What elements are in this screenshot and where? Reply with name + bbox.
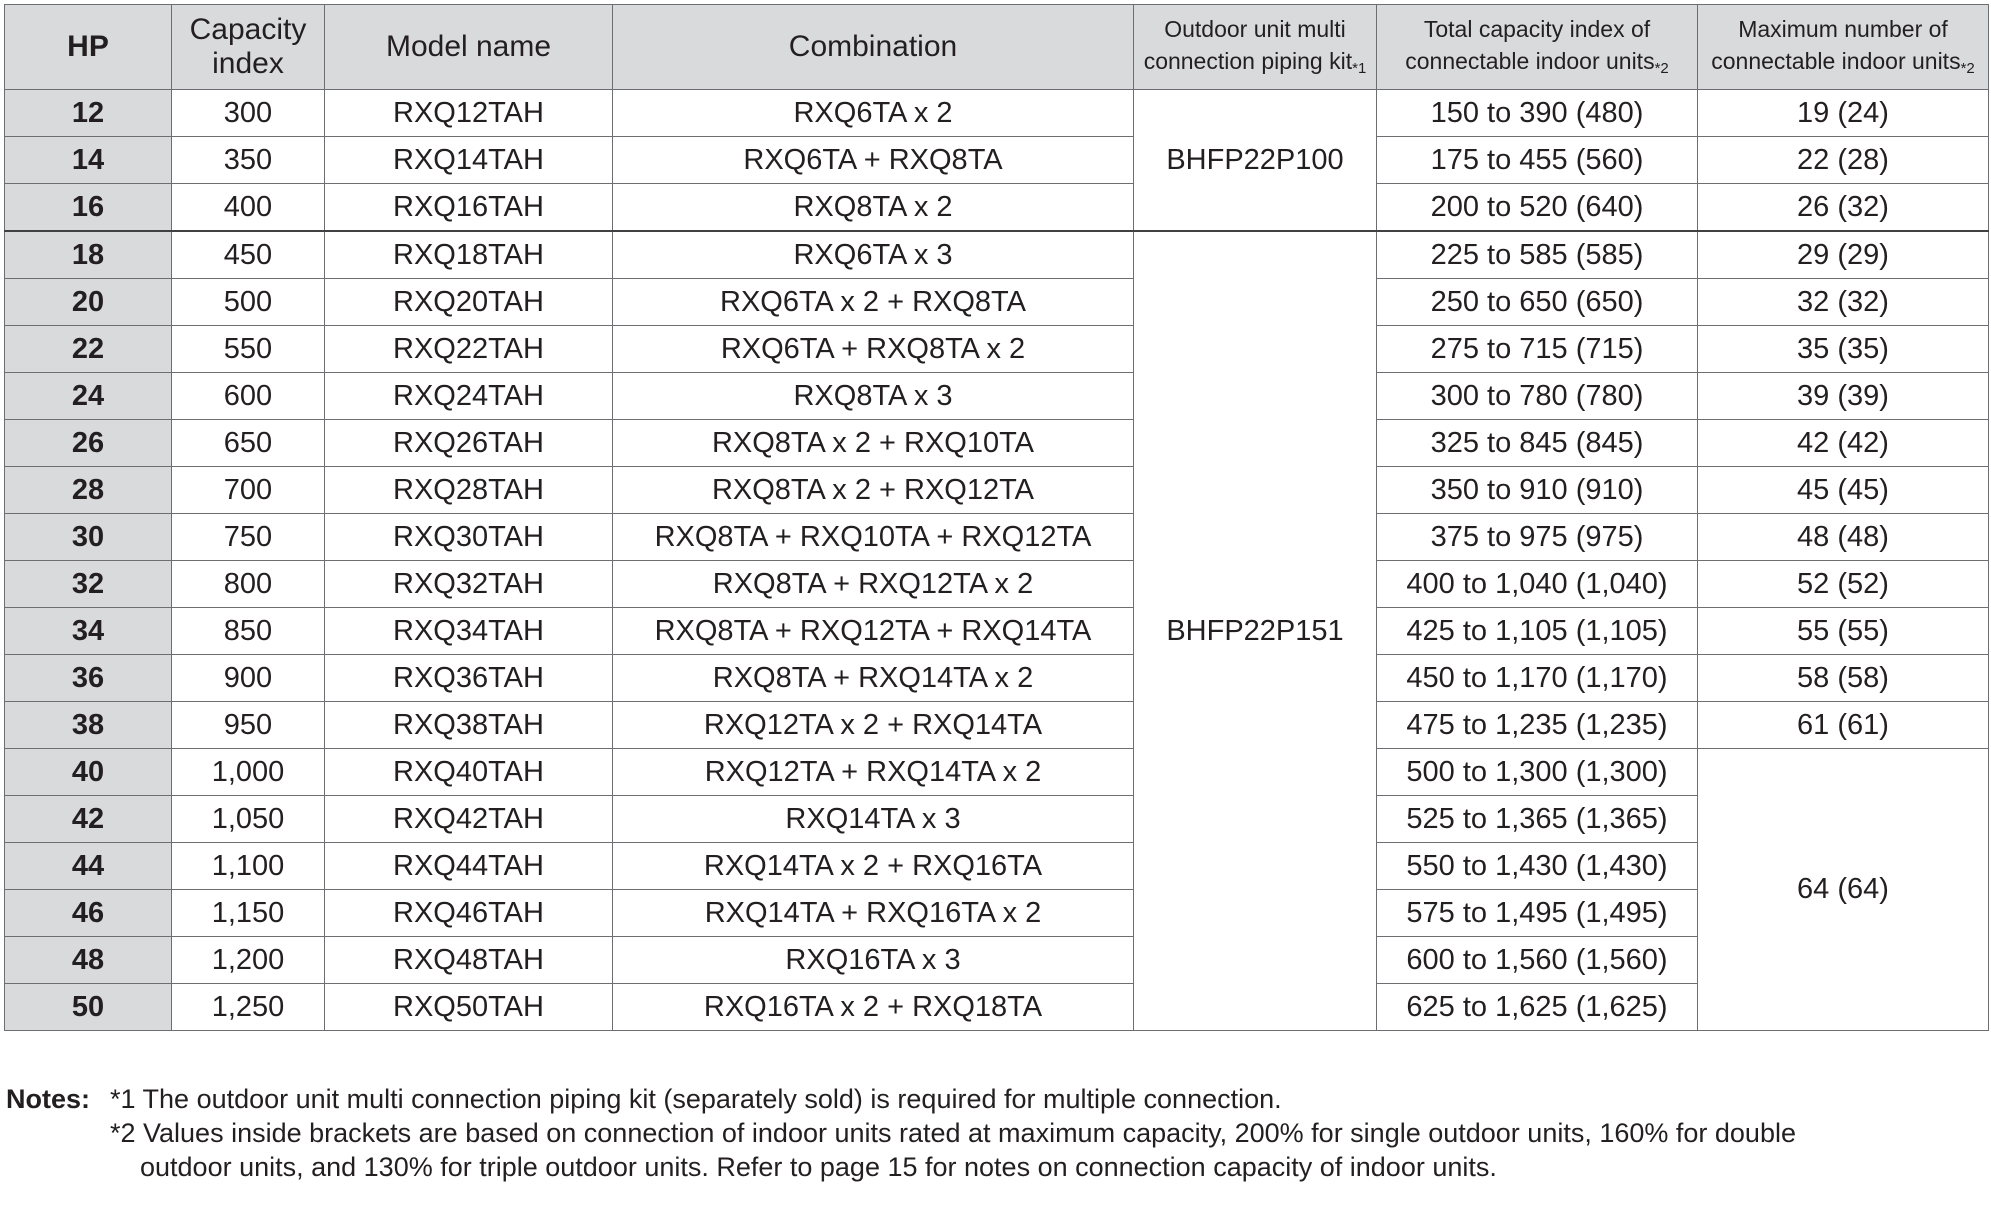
cell-combination: RXQ8TA x 2 + RXQ10TA (613, 420, 1134, 467)
table-row (5, 561, 1989, 608)
cell-combination: RXQ12TA + RXQ14TA x 2 (613, 749, 1134, 796)
cell-combination: RXQ8TA + RXQ12TA x 2 (613, 561, 1134, 608)
table-row (5, 655, 1989, 702)
cell-capacity: 800 (172, 561, 325, 608)
cell-model: RXQ44TAH (325, 843, 613, 890)
cell-combination: RXQ6TA x 2 + RXQ8TA (613, 279, 1134, 326)
cell-capacity: 600 (172, 373, 325, 420)
cell-capacity: 1,250 (172, 984, 325, 1031)
cell-model: RXQ22TAH (325, 326, 613, 373)
cell-total: 575 to 1,495 (1,495) (1377, 890, 1698, 937)
cell-model: RXQ24TAH (325, 373, 613, 420)
cell-model: RXQ50TAH (325, 984, 613, 1031)
table-row (5, 231, 1989, 279)
cell-max: 61 (61) (1698, 702, 1989, 749)
table-row (5, 702, 1989, 749)
cell-total: 275 to 715 (715) (1377, 326, 1698, 373)
header-piping-kit (1134, 5, 1377, 90)
cell-hp: 14 (5, 137, 172, 184)
cell-capacity: 750 (172, 514, 325, 561)
cell-combination: RXQ12TA x 2 + RXQ14TA (613, 702, 1134, 749)
cell-hp: 38 (5, 702, 172, 749)
cell-total: 150 to 390 (480) (1377, 90, 1698, 137)
cell-hp: 24 (5, 373, 172, 420)
cell-capacity: 1,100 (172, 843, 325, 890)
table-row (5, 420, 1989, 467)
cell-capacity: 300 (172, 90, 325, 137)
cell-model: RXQ18TAH (325, 231, 613, 279)
table-row (5, 514, 1989, 561)
cell-model: RXQ28TAH (325, 467, 613, 514)
cell-hp: 34 (5, 608, 172, 655)
cell-kit-group-2: BHFP22P151 (1134, 231, 1377, 1031)
table-row (5, 749, 1989, 796)
note-2-line-2: outdoor units, and 130% for triple outdoor units. Refer to page 15 for notes on connection capacity of indoor units. (140, 1152, 1497, 1182)
spec-table-container (4, 4, 1989, 1031)
cell-hp: 50 (5, 984, 172, 1031)
cell-capacity: 700 (172, 467, 325, 514)
table-row (5, 279, 1989, 326)
cell-combination: RXQ16TA x 2 + RXQ18TA (613, 984, 1134, 1031)
cell-model: RXQ42TAH (325, 796, 613, 843)
cell-total: 400 to 1,040 (1,040) (1377, 561, 1698, 608)
combination-spec-table (4, 4, 1989, 1031)
cell-total: 525 to 1,365 (1,365) (1377, 796, 1698, 843)
cell-total: 600 to 1,560 (1,560) (1377, 937, 1698, 984)
cell-max: 58 (58) (1698, 655, 1989, 702)
cell-combination: RXQ8TA x 3 (613, 373, 1134, 420)
cell-capacity: 650 (172, 420, 325, 467)
cell-max: 29 (29) (1698, 231, 1989, 279)
cell-total: 425 to 1,105 (1,105) (1377, 608, 1698, 655)
header-total-capacity-text: Total capacity index of connectable indoor units (1405, 16, 1655, 74)
cell-model: RXQ30TAH (325, 514, 613, 561)
cell-capacity: 400 (172, 184, 325, 232)
header-capacity-index: Capacity index (172, 5, 325, 90)
cell-model: RXQ14TAH (325, 137, 613, 184)
cell-hp: 12 (5, 90, 172, 137)
table-row (5, 90, 1989, 137)
cell-capacity: 350 (172, 137, 325, 184)
cell-hp: 42 (5, 796, 172, 843)
cell-capacity: 950 (172, 702, 325, 749)
note-row-1 (6, 1082, 1796, 1116)
cell-max: 26 (32) (1698, 184, 1989, 232)
note-1: *1 The outdoor unit multi connection piping kit (separately sold) is required for multiple connection. (110, 1084, 1282, 1114)
cell-hp: 40 (5, 749, 172, 796)
cell-hp: 32 (5, 561, 172, 608)
cell-combination: RXQ16TA x 3 (613, 937, 1134, 984)
cell-max: 48 (48) (1698, 514, 1989, 561)
cell-combination: RXQ8TA x 2 + RXQ12TA (613, 467, 1134, 514)
header-max-units-text: Maximum number of connectable indoor units (1711, 16, 1961, 74)
table-row (5, 796, 1989, 843)
cell-combination: RXQ8TA + RXQ10TA + RXQ12TA (613, 514, 1134, 561)
cell-model: RXQ46TAH (325, 890, 613, 937)
cell-hp: 22 (5, 326, 172, 373)
cell-hp: 44 (5, 843, 172, 890)
cell-combination: RXQ8TA x 2 (613, 184, 1134, 232)
cell-combination: RXQ6TA x 3 (613, 231, 1134, 279)
header-total-capacity-mark: *2 (1654, 60, 1669, 77)
cell-total: 175 to 455 (560) (1377, 137, 1698, 184)
table-row (5, 184, 1989, 232)
header-model-name: Model name (325, 5, 613, 90)
cell-hp: 16 (5, 184, 172, 232)
cell-max: 22 (28) (1698, 137, 1989, 184)
table-row (5, 984, 1989, 1031)
cell-total: 625 to 1,625 (1,625) (1377, 984, 1698, 1031)
cell-model: RXQ40TAH (325, 749, 613, 796)
cell-capacity: 550 (172, 326, 325, 373)
cell-hp: 48 (5, 937, 172, 984)
cell-max: 42 (42) (1698, 420, 1989, 467)
header-piping-kit-mark: *1 (1352, 60, 1367, 77)
cell-max: 52 (52) (1698, 561, 1989, 608)
cell-total: 200 to 520 (640) (1377, 184, 1698, 232)
table-row (5, 890, 1989, 937)
cell-combination: RXQ14TA x 3 (613, 796, 1134, 843)
cell-capacity: 450 (172, 231, 325, 279)
cell-max: 45 (45) (1698, 467, 1989, 514)
cell-model: RXQ20TAH (325, 279, 613, 326)
cell-hp: 18 (5, 231, 172, 279)
cell-capacity: 900 (172, 655, 325, 702)
header-piping-kit-text: Outdoor unit multi connection piping kit (1143, 16, 1353, 74)
cell-capacity: 1,150 (172, 890, 325, 937)
cell-model: RXQ32TAH (325, 561, 613, 608)
cell-total: 225 to 585 (585) (1377, 231, 1698, 279)
cell-total: 450 to 1,170 (1,170) (1377, 655, 1698, 702)
cell-max: 35 (35) (1698, 326, 1989, 373)
cell-capacity: 500 (172, 279, 325, 326)
table-row (5, 843, 1989, 890)
cell-hp: 30 (5, 514, 172, 561)
cell-model: RXQ34TAH (325, 608, 613, 655)
table-header-row (5, 5, 1989, 90)
header-hp: HP (5, 5, 172, 90)
table-row (5, 608, 1989, 655)
cell-hp: 28 (5, 467, 172, 514)
cell-combination: RXQ14TA + RXQ16TA x 2 (613, 890, 1134, 937)
cell-combination: RXQ6TA + RXQ8TA x 2 (613, 326, 1134, 373)
notes-section (6, 1082, 1796, 1184)
cell-total: 500 to 1,300 (1,300) (1377, 749, 1698, 796)
cell-max: 55 (55) (1698, 608, 1989, 655)
cell-capacity: 850 (172, 608, 325, 655)
cell-max: 39 (39) (1698, 373, 1989, 420)
cell-total: 350 to 910 (910) (1377, 467, 1698, 514)
cell-combination: RXQ14TA x 2 + RXQ16TA (613, 843, 1134, 890)
cell-model: RXQ38TAH (325, 702, 613, 749)
cell-max-group-40-50: 64 (64) (1698, 749, 1989, 1031)
cell-combination: RXQ6TA + RXQ8TA (613, 137, 1134, 184)
cell-combination: RXQ8TA + RXQ12TA + RXQ14TA (613, 608, 1134, 655)
header-max-units (1698, 5, 1989, 90)
cell-total: 475 to 1,235 (1,235) (1377, 702, 1698, 749)
table-row (5, 937, 1989, 984)
cell-model: RXQ16TAH (325, 184, 613, 232)
cell-total: 250 to 650 (650) (1377, 279, 1698, 326)
cell-max: 32 (32) (1698, 279, 1989, 326)
header-max-units-mark: *2 (1960, 60, 1975, 77)
note-2-line-1: *2 Values inside brackets are based on connection of indoor units rated at maximum capacity, 200% for single outdoor units, 160% for double (110, 1118, 1796, 1148)
header-total-capacity (1377, 5, 1698, 90)
cell-hp: 20 (5, 279, 172, 326)
cell-hp: 46 (5, 890, 172, 937)
table-row (5, 373, 1989, 420)
cell-hp: 26 (5, 420, 172, 467)
cell-combination: RXQ8TA + RXQ14TA x 2 (613, 655, 1134, 702)
cell-model: RXQ48TAH (325, 937, 613, 984)
cell-capacity: 1,000 (172, 749, 325, 796)
cell-model: RXQ12TAH (325, 90, 613, 137)
cell-model: RXQ36TAH (325, 655, 613, 702)
cell-kit-group-1: BHFP22P100 (1134, 90, 1377, 232)
table-row (5, 467, 1989, 514)
cell-hp: 36 (5, 655, 172, 702)
notes-label: Notes: (6, 1084, 91, 1114)
table-row (5, 326, 1989, 373)
cell-capacity: 1,200 (172, 937, 325, 984)
cell-max: 19 (24) (1698, 90, 1989, 137)
cell-combination: RXQ6TA x 2 (613, 90, 1134, 137)
cell-total: 325 to 845 (845) (1377, 420, 1698, 467)
cell-total: 375 to 975 (975) (1377, 514, 1698, 561)
header-combination: Combination (613, 5, 1134, 90)
cell-total: 300 to 780 (780) (1377, 373, 1698, 420)
cell-capacity: 1,050 (172, 796, 325, 843)
cell-total: 550 to 1,430 (1,430) (1377, 843, 1698, 890)
table-row (5, 137, 1989, 184)
cell-model: RXQ26TAH (325, 420, 613, 467)
